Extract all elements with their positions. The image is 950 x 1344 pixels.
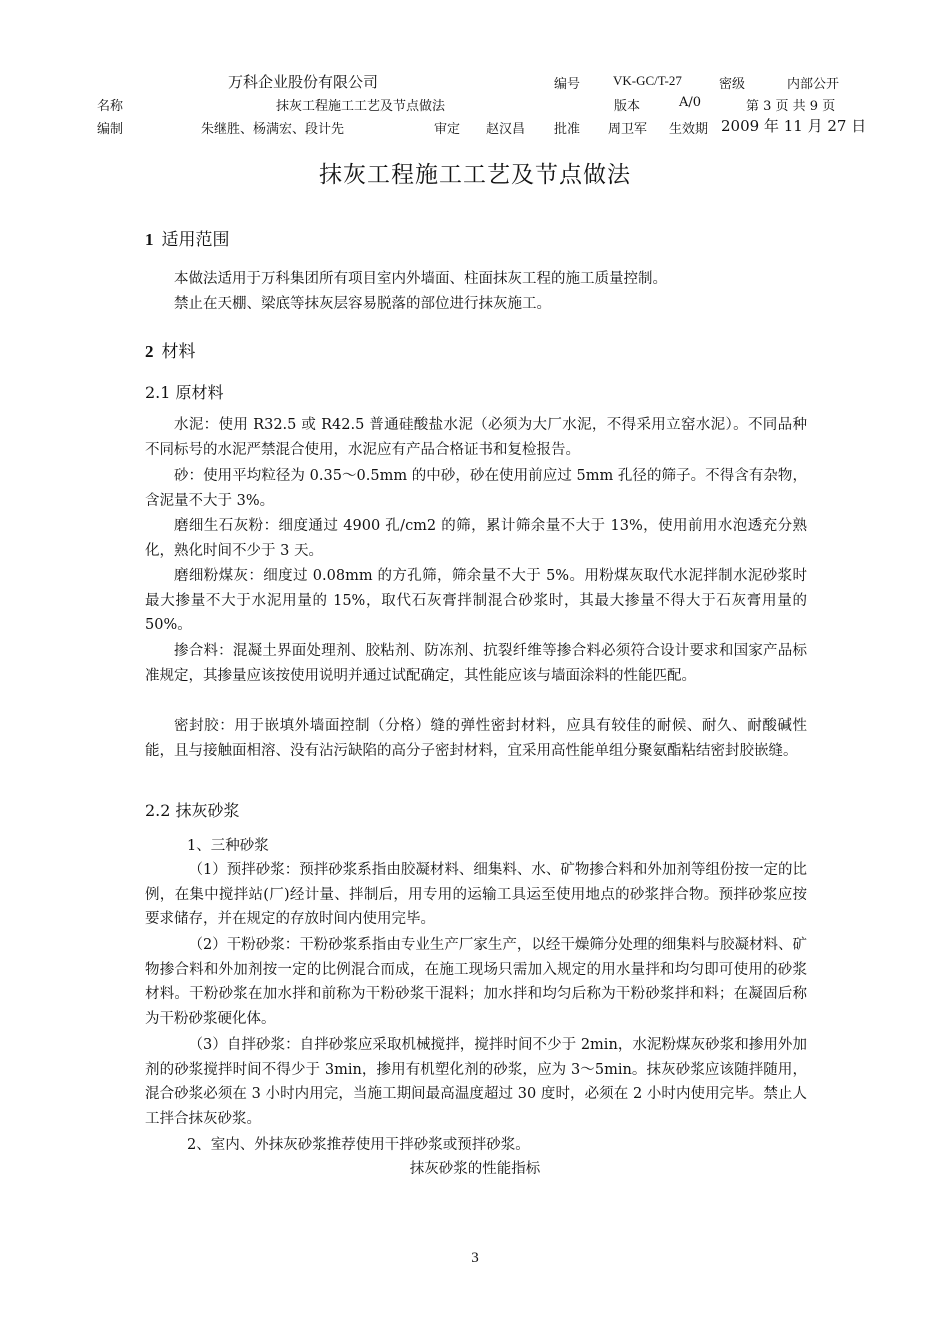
- effective-value: 2009 年 11 月 27 日: [721, 117, 867, 135]
- paragraph-site-mixed-mortar: （3）自拌砂浆：自拌砂浆应采取机械搅拌，搅拌时间不少于 2min，水泥粉煤灰砂浆和掺用外加剂的砂浆搅拌时间不得少于 3min，掺用有机塑化剂的砂浆，应为 3～5min。抹灰砂浆应该随拌随用，混合砂浆必须在 3 小时内用完，当施工期间最高温度超过 30 度时，必须在 2 小时内使用完毕。禁止人工拌合抹灰砂浆。: [145, 1037, 807, 1127]
- paragraph-lime: 磨细生石灰粉：细度通过 4900 孔/cm2 的筛，累计筛余量不大于 13%，使用前用水泡透充分熟化，熟化时间不少于 3 天。: [145, 518, 807, 559]
- document-title: 抹灰工程施工工艺及节点做法: [319, 162, 631, 188]
- paragraph-admixture: 掺合料：混凝土界面处理剂、胶粘剂、防冻剂、抗裂纤维等掺合料必须符合设计要求和国家产品标准规定，其掺量应该按使用说明并通过试配确定，其性能应该与墙面涂料的性能匹配。: [145, 643, 807, 684]
- review-value: 赵汉昌: [486, 122, 526, 137]
- version-label: 版本: [614, 99, 641, 114]
- page-info: 第 3 页 共 9 页: [746, 99, 836, 114]
- section-2-heading: [145, 337, 196, 362]
- table-caption: 抹灰砂浆的性能指标: [409, 1161, 541, 1177]
- name-label: 名称: [97, 99, 124, 114]
- section-2-number: 2: [145, 342, 154, 361]
- code-value: VK-GC/T-27: [613, 73, 682, 88]
- approve-value: 周卫军: [608, 122, 648, 137]
- section-2-title: 材料: [161, 342, 196, 362]
- company-name: 万科企业股份有限公司: [228, 73, 379, 91]
- paragraph: 禁止在天棚、梁底等抹灰层容易脱落的部位进行抹灰施工。: [174, 296, 551, 312]
- version-value: A/0: [679, 95, 702, 110]
- section-1-title: 适用范围: [161, 230, 230, 250]
- author-label: 编制: [97, 122, 124, 137]
- author-value: 朱继胜、杨满宏、段计先: [201, 122, 345, 137]
- page-number: 3: [471, 1250, 479, 1266]
- section-1-heading: [145, 225, 230, 250]
- approve-label: 批准: [554, 122, 581, 137]
- name-value: 抹灰工程施工工艺及节点做法: [276, 99, 446, 114]
- paragraph-dry-mortar: （2）干粉砂浆：干粉砂浆系指由专业生产厂家生产，以经干燥筛分处理的细集料与胶凝材料、矿物掺合料和外加剂按一定的比例混合而成，在施工现场只需加入规定的用水量拌和均匀即可使用的砂浆材料。干粉砂浆在加水拌和前称为干粉砂浆干混料；加水拌和均匀后称为干粉砂浆拌和料；在凝固后称为干粉砂浆硬化体。: [145, 937, 807, 1027]
- paragraph-sand: 砂：使用平均粒径为 0.35～0.5mm 的中砂，砂在使用前应过 5mm 孔径的筛子。不得含有杂物，含泥量不大于 3%。: [145, 468, 807, 509]
- list-item-1: 1、三种砂浆: [187, 838, 269, 854]
- paragraph-flyash: 磨细粉煤灰：细度过 0.08mm 的方孔筛，筛余量不大于 5%。用粉煤灰取代水泥拌制水泥砂浆时最大掺量不大于水泥用量的 15%，取代石灰膏拌制混合砂浆时，其最大掺量不得大于石灰膏用量的 50%。: [145, 568, 807, 633]
- secrecy-value: 内部公开: [787, 77, 840, 92]
- paragraph-premixed-mortar: （1）预拌砂浆：预拌砂浆系指由胶凝材料、细集料、水、矿物掺合料和外加剂等组份按一定的比例，在集中搅拌站(厂)经计量、拌制后，用专用的运输工具运至使用地点的砂浆拌合物。预拌砂浆应按要求储存，并在规定的存放时间内使用完毕。: [145, 862, 807, 927]
- subsection-2-2-title: 2.2 抹灰砂浆: [145, 801, 240, 820]
- effective-label: 生效期: [669, 122, 709, 137]
- list-item-2: 2、室内、外抹灰砂浆推荐使用干拌砂浆或预拌砂浆。: [187, 1137, 530, 1153]
- paragraph-cement: 水泥：使用 R32.5 或 R42.5 普通硅酸盐水泥（必须为大厂水泥，不得采用立窑水泥）。不同品种不同标号的水泥严禁混合使用，水泥应有产品合格证书和复检报告。: [145, 417, 807, 458]
- subsection-2-1-title: 2.1 原材料: [145, 383, 224, 402]
- code-label: 编号: [554, 77, 581, 92]
- section-1-number: 1: [145, 230, 154, 249]
- paragraph-sealant: 密封胶：用于嵌填外墙面控制（分格）缝的弹性密封材料，应具有较佳的耐候、耐久、耐酸碱性能，且与接触面相溶、没有沾污缺陷的高分子密封材料，宜采用高性能单组分聚氨酯粘结密封胶嵌缝。: [145, 718, 807, 759]
- review-label: 审定: [434, 122, 461, 137]
- paragraph: 本做法适用于万科集团所有项目室内外墙面、柱面抹灰工程的施工质量控制。: [174, 271, 667, 287]
- secrecy-label: 密级: [719, 77, 746, 92]
